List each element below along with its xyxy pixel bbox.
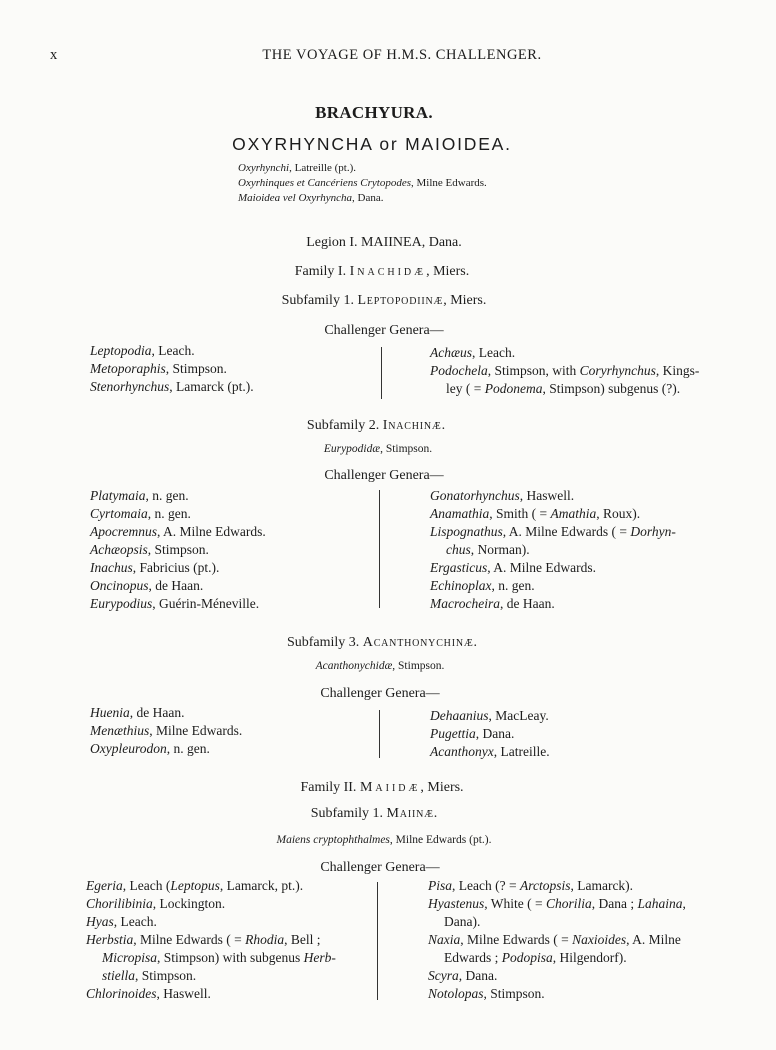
- genus-entry: Gonatorhynchus, Haswell.: [430, 488, 575, 503]
- family-heading: Family II. Maiidæ, Miers.: [300, 780, 464, 795]
- genus-entry: Echinoplax, n. gen.: [430, 578, 535, 593]
- genus-entry-continued: stiella, Stimpson.: [102, 968, 197, 983]
- subfamily-synonym: Eurypodidæ, Stimpson.: [323, 443, 433, 455]
- genus-entry: Scyra, Dana.: [428, 968, 498, 983]
- synonym-line: Maioidea vel Oxyrhyncha, Dana.: [238, 192, 384, 204]
- genera-right-column: [428, 877, 686, 1003]
- genus-entry: Cyrtomaia, n. gen.: [90, 506, 191, 521]
- genus-entry-continued: Micropisa, Stimpson) with subgenus Herb-: [102, 950, 336, 965]
- genus-entry: Achæus, Leach.: [430, 345, 516, 360]
- subfamily-heading: Subfamily 1. Leptopodiinæ, Miers.: [281, 293, 487, 308]
- genus-entry: Anamathia, Smith ( = Amathia, Roux).: [430, 506, 641, 521]
- genus-entry-continued: Dana).: [444, 914, 481, 929]
- genus-entry: Stenorhynchus, Lamarck (pt.).: [90, 379, 254, 394]
- column-divider: [379, 490, 380, 608]
- genus-entry: Naxia, Milne Edwards ( = Naxioides, A. Milne: [428, 932, 681, 947]
- genus-entry: Egeria, Leach (Leptopus, Lamarck, pt.).: [86, 878, 304, 893]
- genus-entry: Eurypodius, Guérin-Méneville.: [90, 596, 260, 611]
- synonym-list: [238, 161, 487, 206]
- genus-entry: Acanthonyx, Latreille.: [430, 744, 550, 759]
- running-title: THE VOYAGE OF H.M.S. CHALLENGER.: [262, 47, 542, 63]
- synonym-line: Oxyrhinques et Cancériens Crytopodes, Milne Edwards.: [238, 177, 487, 189]
- challenger-genera-label: Challenger Genera—: [320, 860, 440, 875]
- genus-entry: Inachus, Fabricius (pt.).: [90, 560, 220, 575]
- genus-entry: Hyastenus, White ( = Chorilia, Dana ; Lahaina,: [428, 896, 686, 911]
- page-number: x: [50, 47, 58, 63]
- challenger-genera-label: Challenger Genera—: [324, 468, 444, 483]
- genera-left-column: [90, 342, 254, 396]
- challenger-genera-label: Challenger Genera—: [324, 323, 444, 338]
- genus-entry-continued: Edwards ; Podopisa, Hilgendorf).: [444, 950, 627, 965]
- genera-left-column: [86, 877, 336, 1003]
- genus-entry: Dehaanius, MacLeay.: [430, 708, 549, 723]
- genus-entry: Macrocheira, de Haan.: [430, 596, 555, 611]
- genus-entry: Ergasticus, A. Milne Edwards.: [430, 560, 596, 575]
- genus-entry: Huenia, de Haan.: [90, 705, 185, 720]
- genus-entry: Metoporaphis, Stimpson.: [90, 361, 227, 376]
- genera-left-column: [90, 704, 242, 758]
- genera-left-column: [90, 487, 266, 613]
- genera-right-column: [430, 487, 676, 613]
- subfamily-heading: Subfamily 3. Acanthonychinæ.: [286, 635, 478, 650]
- genus-entry: Platymaia, n. gen.: [90, 488, 189, 503]
- genus-entry: Oncinopus, de Haan.: [90, 578, 204, 593]
- genus-entry: Herbstia, Milne Edwards ( = Rhodia, Bell ;: [86, 932, 321, 947]
- subfamily-synonym: Maiens cryptophthalmes, Milne Edwards (pt.).: [276, 834, 492, 846]
- genus-entry: Apocremnus, A. Milne Edwards.: [90, 524, 266, 539]
- genus-entry: Podochela, Stimpson, with Coryrhynchus, Kings-: [430, 363, 700, 378]
- genus-entry: Hyas, Leach.: [86, 914, 157, 929]
- column-divider: [381, 347, 382, 399]
- genus-entry: Pugettia, Dana.: [430, 726, 515, 741]
- genus-entry: Achæopsis, Stimpson.: [90, 542, 209, 557]
- genus-entry: Chorilibinia, Lockington.: [86, 896, 226, 911]
- genus-entry: Lispognathus, A. Milne Edwards ( = Dorhyn-: [430, 524, 676, 539]
- column-divider: [379, 710, 380, 758]
- challenger-genera-label: Challenger Genera—: [320, 686, 440, 701]
- legion-heading: Legion I. MAIINEA, Dana.: [306, 235, 462, 250]
- genus-entry: Oxypleurodon, n. gen.: [90, 741, 210, 756]
- subfamily-heading: Subfamily 2. Inachinæ.: [306, 418, 446, 433]
- section-subtitle: OXYRHYNCHA or MAIOIDEA.: [232, 134, 512, 154]
- subfamily-heading: Subfamily 1. Maiinæ.: [310, 806, 438, 821]
- genera-right-column: [430, 707, 550, 761]
- synonym-line: Oxyrhynchi, Latreille (pt.).: [238, 162, 357, 174]
- section-title: BRACHYURA.: [315, 103, 433, 122]
- column-divider: [377, 882, 378, 1000]
- genus-entry: Leptopodia, Leach.: [90, 343, 195, 358]
- genus-entry: Pisa, Leach (? = Arctopsis, Lamarck).: [428, 878, 634, 893]
- genus-entry: Menæthius, Milne Edwards.: [90, 723, 243, 738]
- genus-entry-continued: ley ( = Podonema, Stimpson) subgenus (?).: [446, 381, 681, 396]
- genus-entry: Chlorinoides, Haswell.: [86, 986, 211, 1001]
- genus-entry-continued: chus, Norman).: [446, 542, 530, 557]
- family-heading: Family I. Inachidæ, Miers.: [294, 264, 470, 279]
- genera-right-column: [430, 344, 699, 398]
- genus-entry: Notolopas, Stimpson.: [428, 986, 545, 1001]
- subfamily-synonym: Acanthonychidæ, Stimpson.: [315, 660, 445, 672]
